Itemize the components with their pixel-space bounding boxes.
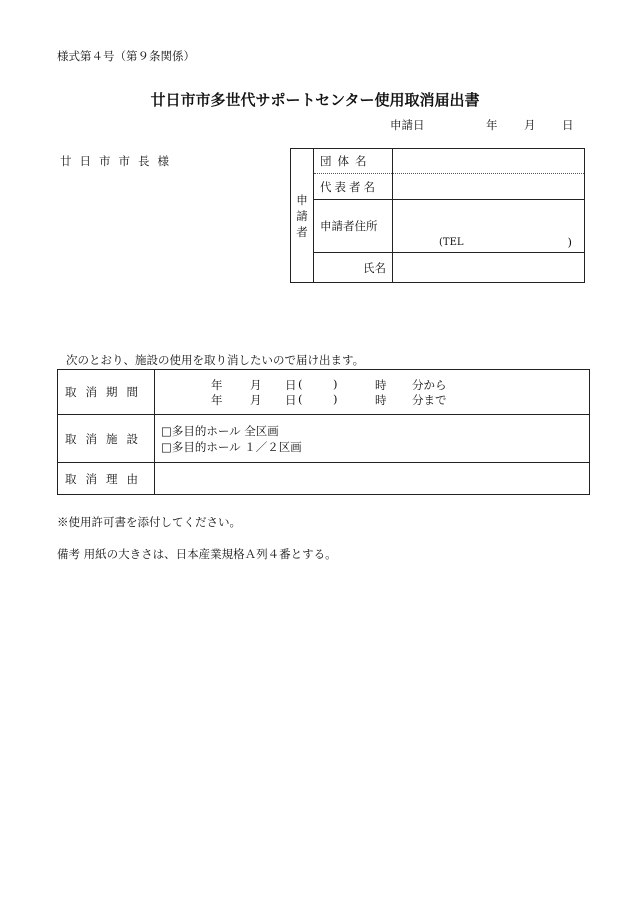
cancel-table bbox=[57, 369, 590, 495]
facility-label: 取消施設 bbox=[58, 415, 155, 463]
group-name-field[interactable] bbox=[393, 149, 585, 174]
document-title: 廿日市市多世代サポートセンター使用取消届出書 bbox=[150, 91, 480, 109]
name-field[interactable] bbox=[393, 253, 585, 283]
period-field[interactable] bbox=[155, 370, 590, 415]
tel-close: ) bbox=[567, 235, 572, 249]
period-from: 年 月 日 ( ) 時 分から bbox=[211, 377, 447, 392]
facility-option-half[interactable]: □多目的ホール １／２区画 bbox=[161, 439, 302, 454]
representative-label: 代表者名 bbox=[314, 174, 393, 200]
date-year: 年 bbox=[486, 118, 498, 132]
date-month: 月 bbox=[524, 118, 536, 132]
paper-size-note: 備考 用紙の大きさは、日本産業規格Ａ列４番とする。 bbox=[57, 547, 337, 561]
representative-field[interactable] bbox=[393, 174, 585, 200]
period-label: 取消期間 bbox=[58, 370, 155, 415]
attachment-note: ※使用許可書を添付してください。 bbox=[57, 515, 241, 529]
group-name-label: 団体名 bbox=[314, 149, 393, 174]
period-to: 年 月 日 ( ) 時 分まで bbox=[211, 392, 447, 407]
facility-field bbox=[155, 415, 590, 463]
date-day: 日 bbox=[562, 118, 574, 132]
reason-field[interactable] bbox=[155, 463, 590, 495]
applicant-table bbox=[290, 148, 585, 283]
name-label: 氏名 bbox=[314, 253, 393, 283]
intro-text: 次のとおり、施設の使用を取り消したいので届け出ます。 bbox=[66, 353, 365, 367]
address-label: 申請者住所 bbox=[314, 200, 393, 253]
reason-label: 取消理由 bbox=[58, 463, 155, 495]
tel-open: (TEL bbox=[439, 237, 464, 248]
applicant-side-label: 申 請 者 bbox=[291, 149, 314, 283]
application-date-label: 申請日 bbox=[390, 118, 425, 132]
addressee: 廿日市市長様 bbox=[60, 154, 177, 168]
address-field[interactable] bbox=[393, 200, 585, 253]
facility-option-full[interactable]: □多目的ホール 全区画 bbox=[161, 423, 279, 438]
form-number: 様式第４号（第９条関係） bbox=[57, 49, 195, 63]
